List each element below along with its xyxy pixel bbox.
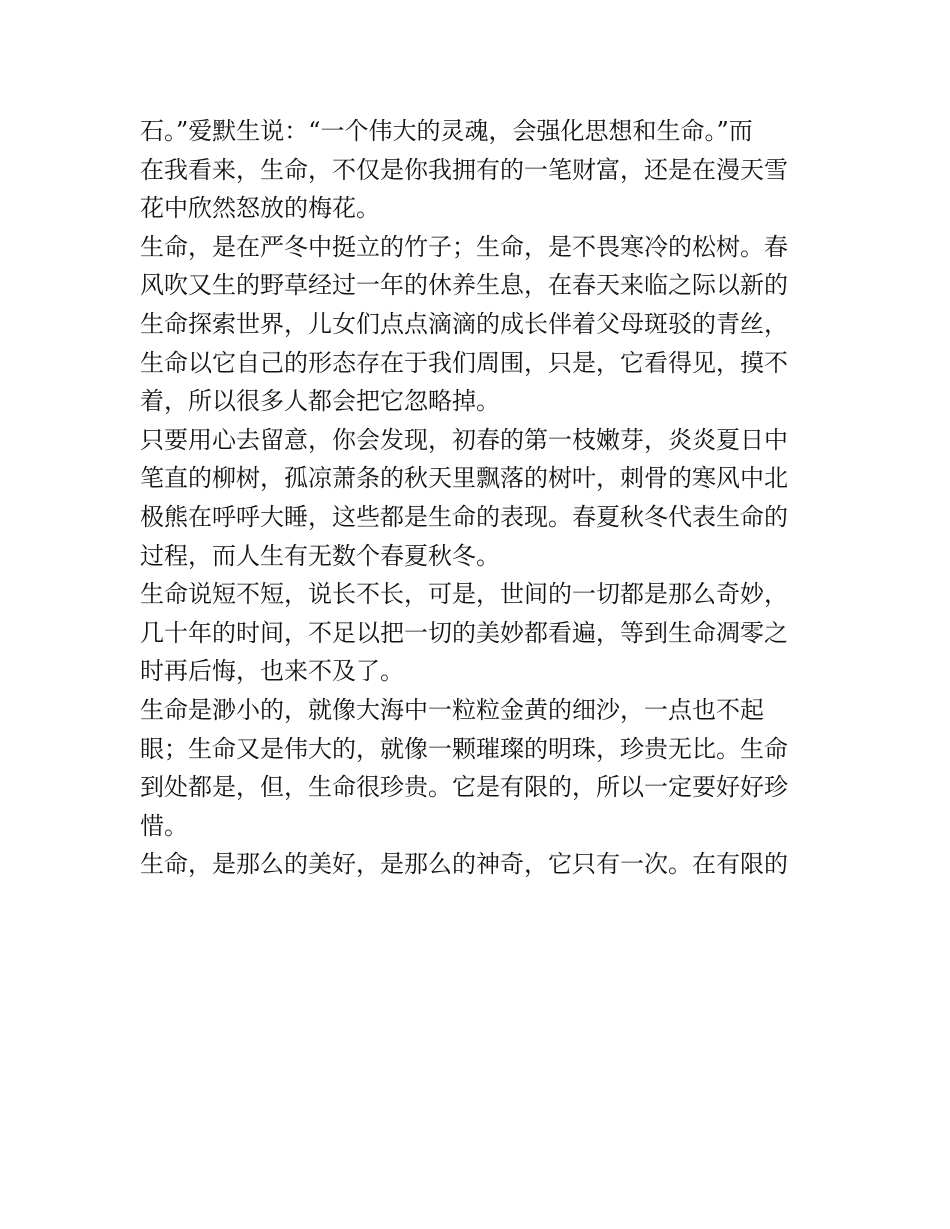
text-line: 时再后悔，也来不及了。 [140,657,404,686]
text-line: 生命，是在严冬中挺立的竹子；生命，是不畏寒冷的松树。春 [140,232,788,261]
text-line: 生命以它自己的形态存在于我们周围，只是，它看得见，摸不 [140,348,788,377]
text-line: 生命是渺小的，就像大海中一粒粒金黄的细沙，一点也不起 [140,695,764,724]
paragraph-3 [140,421,812,575]
text-line: 几十年的时间，不足以把一切的美妙都看遍，等到生命凋零之 [140,618,788,647]
text-line: 眼；生命又是伟大的，就像一颗璀璨的明珠，珍贵无比。生命 [140,734,788,763]
paragraph-5 [140,691,812,845]
text-line: 生命说短不短，说长不长，可是，世间的一切都是那么奇妙， [140,580,788,609]
text-line: 风吹又生的野草经过一年的休养生息，在春天来临之际以新的 [140,271,788,300]
paragraph-1 [140,112,812,228]
text-line: 生命探索世界，儿女们点点滴滴的成长伴着父母斑驳的青丝， [140,309,788,338]
paragraph-2 [140,228,812,421]
text-line: 过程，而人生有无数个春夏秋冬。 [140,541,500,570]
paragraph-6 [140,845,812,884]
text-line: 石。”爱默生说：“一个伟大的灵魂，会强化思想和生命。”而 [140,117,753,145]
text-line: 到处都是，但，生命很珍贵。它是有限的，所以一定要好好珍 [140,773,788,802]
text-line: 只要用心去留意，你会发现，初春的第一枝嫩芽，炎炎夏日中 [140,425,788,454]
body-text [140,112,812,884]
text-line: 在我看来，生命，不仅是你我拥有的一笔财富，还是在漫天雪 [140,155,788,184]
text-line: 极熊在呼呼大睡，这些都是生命的表现。春夏秋冬代表生命的 [140,502,788,531]
text-line: 着，所以很多人都会把它忽略掉。 [140,387,500,416]
text-line: 惜。 [140,811,188,840]
paragraph-4 [140,575,812,691]
text-line: 笔直的柳树，孤凉萧条的秋天里飘落的树叶，刺骨的寒风中北 [140,464,788,493]
text-line: 花中欣然怒放的梅花。 [140,194,380,223]
text-line: 生命，是那么的美好，是那么的神奇，它只有一次。在有限的 [140,850,788,879]
